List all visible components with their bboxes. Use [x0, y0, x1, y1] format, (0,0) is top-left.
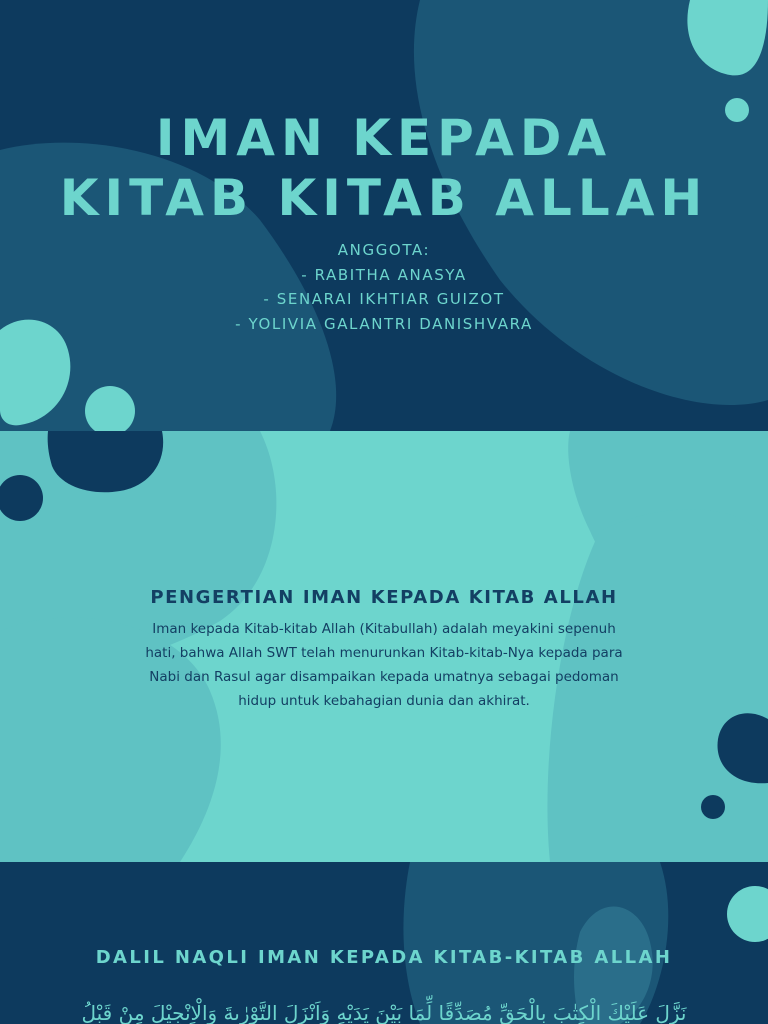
blob-shape — [701, 795, 725, 819]
title-line-2: KITAB KITAB ALLAH — [59, 169, 709, 227]
members-label: ANGGOTA: — [337, 241, 431, 259]
dalil-slide — [0, 862, 768, 1024]
definition-body — [134, 617, 634, 713]
member-item: - SENARAI IKHTIAR GUIZOT — [263, 290, 505, 308]
definition-slide — [0, 431, 768, 862]
definition-heading: PENGERTIAN IMAN KEPADA KITAB ALLAH — [150, 587, 618, 608]
members-list — [0, 238, 768, 336]
member-item: - YOLIVIA GALANTRI DANISHVARA — [235, 314, 533, 333]
arabic-verse: نَزَّلَ عَلَيْكَ الْكِتٰبَ بِالْحَقِّ مُصَدِّقًا لِّمَا بَيْنَ يَدَيْهِ وَاَنْزَلَ التَّوْرٰىةَ وَالْاِنْجِيْلَ مِنْ قَبْلُ — [81, 1001, 687, 1024]
title-line-1: IMAN KEPADA — [155, 109, 613, 167]
body-line: Nabi dan Rasul agar disampaikan kepada umatnya sebagai pedoman — [149, 669, 619, 685]
dalil-heading: DALIL NAQLI IMAN KEPADA KITAB-KITAB ALLAH — [95, 947, 673, 968]
body-line: hidup untuk kebahagian dunia dan akhirat. — [238, 693, 530, 709]
member-item: - RABITHA ANASYA — [301, 265, 467, 284]
body-line: Iman kepada Kitab-kitab Allah (Kitabullah) adalah meyakini sepenuh — [152, 621, 616, 637]
title-slide — [0, 0, 768, 431]
body-line: hati, bahwa Allah SWT telah menurunkan Kitab-kitab-Nya kepada para — [145, 645, 623, 661]
blob-shape — [727, 886, 768, 942]
